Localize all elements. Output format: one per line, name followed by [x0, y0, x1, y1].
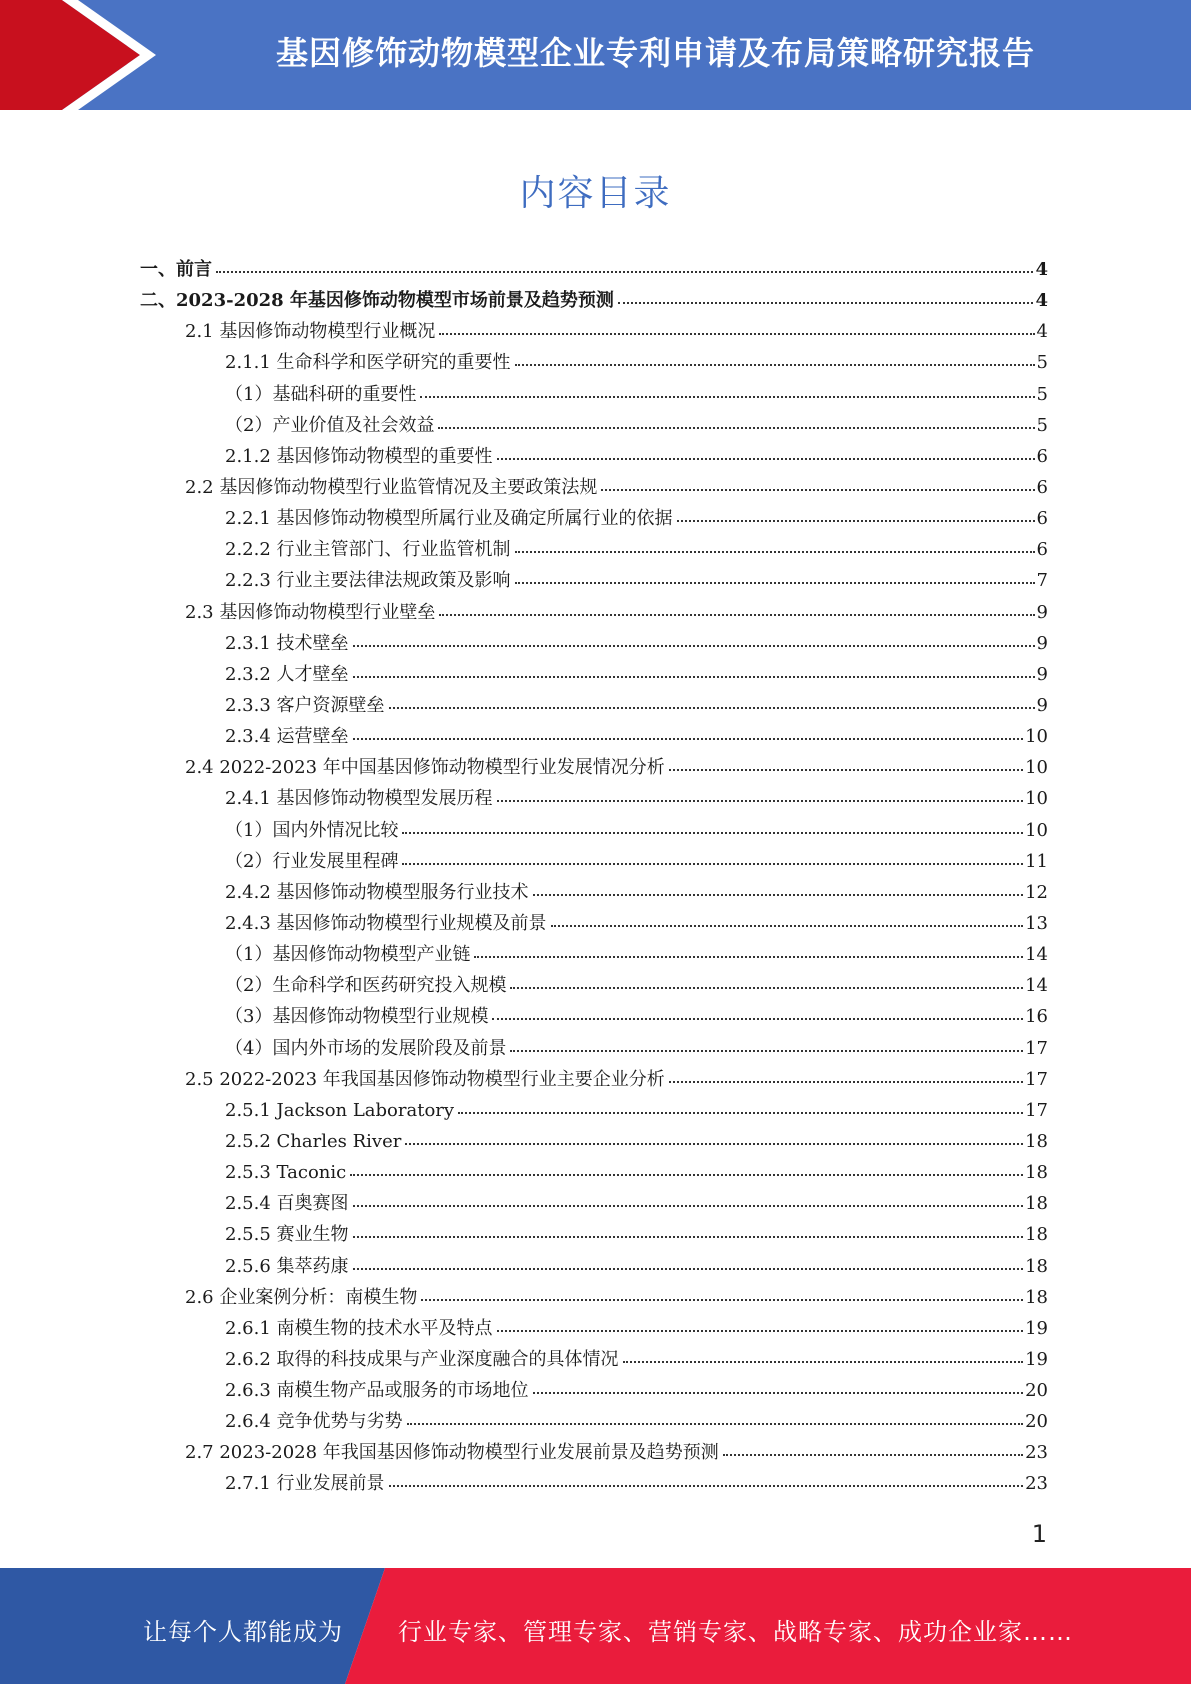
- toc-entry[interactable]: [140, 1219, 1048, 1250]
- toc-entry-label: 2.6.4 竞争优势与劣势: [225, 1411, 403, 1433]
- toc-dot-leader: [402, 830, 1023, 834]
- toc-entry[interactable]: [140, 1375, 1048, 1406]
- toc-entry-label: （2）产业价值及社会效益: [225, 414, 435, 436]
- toc-entry-label: 2.4.1 基因修饰动物模型发展历程: [225, 788, 493, 810]
- toc-dot-leader: [510, 985, 1023, 989]
- toc-entry-page: 9: [1036, 601, 1048, 623]
- toc-entry[interactable]: [140, 1001, 1048, 1032]
- toc-entry-label: 2.2 基因修饰动物模型行业监管情况及主要政策法规: [185, 476, 598, 498]
- toc-entry-page: 17: [1025, 1099, 1048, 1121]
- toc-entry-label: 2.6 企业案例分析：南模生物: [185, 1286, 418, 1308]
- toc-dot-leader: [497, 798, 1024, 802]
- toc-entry[interactable]: [140, 1313, 1048, 1344]
- toc-entry-label: （2）行业发展里程碑: [225, 850, 399, 872]
- toc-entry-label: 一、前言: [140, 259, 212, 280]
- toc-dot-leader: [458, 1110, 1023, 1114]
- toc-entry[interactable]: [140, 783, 1048, 814]
- toc-dot-leader: [439, 331, 1034, 335]
- toc-entry-page: 10: [1025, 819, 1048, 841]
- toc-entry-label: 2.2.3 行业主要法律法规政策及影响: [225, 570, 511, 592]
- toc-entry-page: 4: [1035, 290, 1048, 312]
- toc-dot-leader: [402, 861, 1023, 865]
- toc-entry-page: 18: [1025, 1162, 1048, 1184]
- toc-entry[interactable]: [140, 472, 1048, 503]
- toc-entry[interactable]: [140, 379, 1048, 410]
- toc-entry-page: 18: [1025, 1224, 1048, 1246]
- toc-entry-page: 18: [1025, 1193, 1048, 1215]
- toc-dot-leader: [389, 1483, 1024, 1487]
- toc-entry[interactable]: [140, 1157, 1048, 1188]
- footer-slogan-left: 让每个人都能成为: [143, 1618, 343, 1646]
- header-banner: [0, 0, 1191, 110]
- toc-dot-leader: [216, 269, 1033, 273]
- toc-entry-page: 18: [1025, 1130, 1048, 1152]
- toc-dot-leader: [407, 1421, 1024, 1425]
- toc-entry-page: 7: [1036, 570, 1048, 592]
- toc-dot-leader: [723, 1452, 1023, 1456]
- toc-entry[interactable]: [140, 565, 1048, 596]
- toc-entry-page: 5: [1036, 414, 1048, 436]
- toc-dot-leader: [421, 1297, 1023, 1301]
- toc-entry-label: 2.3.3 客户资源壁垒: [225, 694, 385, 716]
- toc-entry-label: 2.3.4 运营壁垒: [225, 726, 349, 748]
- toc-heading: 内容目录: [519, 173, 672, 214]
- toc-entry[interactable]: [140, 815, 1048, 846]
- toc-entry-page: 6: [1036, 476, 1048, 498]
- toc-dot-leader: [669, 1079, 1023, 1083]
- toc-entry[interactable]: [140, 441, 1048, 472]
- toc-entry-label: 2.4.2 基因修饰动物模型服务行业技术: [225, 881, 529, 903]
- toc-entry[interactable]: [140, 503, 1048, 534]
- toc-entry[interactable]: [140, 939, 1048, 970]
- toc-entry-page: 9: [1036, 694, 1048, 716]
- toc-entry-page: 6: [1036, 445, 1048, 467]
- toc-dot-leader: [515, 580, 1035, 584]
- toc-entry-label: 2.7 2023-2028 年我国基因修饰动物模型行业发展前景及趋势预测: [185, 1442, 719, 1464]
- toc-entry[interactable]: [140, 1251, 1048, 1282]
- toc-dot-leader: [510, 1048, 1023, 1052]
- toc-entry-label: 2.1.1 生命科学和医学研究的重要性: [225, 352, 511, 374]
- toc-entry-label: 2.6.1 南模生物的技术水平及特点: [225, 1317, 493, 1339]
- toc-entry-label: 2.5.5 赛业生物: [225, 1224, 349, 1246]
- toc-dot-leader: [515, 549, 1035, 553]
- toc-entry[interactable]: [140, 1468, 1048, 1499]
- toc-entry-page: 4: [1036, 321, 1048, 343]
- toc-dot-leader: [353, 643, 1035, 647]
- toc-dot-leader: [353, 1203, 1024, 1207]
- toc-entry[interactable]: [140, 347, 1048, 378]
- toc-entry[interactable]: [140, 846, 1048, 877]
- toc-entry-page: 5: [1036, 383, 1048, 405]
- toc-entry-page: 9: [1036, 632, 1048, 654]
- toc-entry[interactable]: [140, 877, 1048, 908]
- toc-entry-label: （2）生命科学和医药研究投入规模: [225, 975, 507, 997]
- toc-dot-leader: [497, 1328, 1024, 1332]
- toc-entry[interactable]: [140, 316, 1048, 347]
- toc-entry-label: 2.6.2 取得的科技成果与产业深度融合的具体情况: [225, 1348, 619, 1370]
- toc-entry-page: 19: [1025, 1317, 1048, 1339]
- toc-entry-page: 14: [1025, 944, 1048, 966]
- toc-entry-page: 4: [1035, 259, 1048, 280]
- toc-entry-label: （1）国内外情况比较: [225, 819, 399, 841]
- toc-entry-page: 16: [1025, 1006, 1048, 1028]
- toc-entry-label: 2.5.6 集萃药康: [225, 1255, 349, 1277]
- toc-entry-label: （1）基因修饰动物模型产业链: [225, 944, 471, 966]
- toc-dot-leader: [389, 705, 1035, 709]
- toc-dot-leader: [353, 736, 1024, 740]
- toc-dot-leader: [438, 425, 1034, 429]
- toc-entry-label: （1）基础科研的重要性: [225, 383, 417, 405]
- toc-dot-leader: [515, 362, 1035, 366]
- toc-entry-page: 14: [1025, 975, 1048, 997]
- toc-entry-label: 2.3 基因修饰动物模型行业壁垒: [185, 601, 436, 623]
- toc-entry-label: 2.3.2 人才壁垒: [225, 663, 349, 685]
- toc-entry[interactable]: [140, 690, 1048, 721]
- toc-dot-leader: [474, 954, 1023, 958]
- toc-entry[interactable]: [140, 410, 1048, 441]
- toc-entry-page: 10: [1025, 788, 1048, 810]
- toc-dot-leader: [669, 767, 1023, 771]
- toc-entry[interactable]: [140, 1344, 1048, 1375]
- toc-dot-leader: [353, 1234, 1024, 1238]
- toc-entry-label: 2.7.1 行业发展前景: [225, 1473, 385, 1495]
- toc-entry[interactable]: [140, 721, 1048, 752]
- toc-entry-page: 9: [1036, 663, 1048, 685]
- toc-entry-label: （4）国内外市场的发展阶段及前景: [225, 1037, 507, 1059]
- toc-dot-leader: [405, 1141, 1023, 1145]
- toc-dot-leader: [497, 456, 1035, 460]
- toc-entry[interactable]: [140, 1064, 1048, 1095]
- toc-entry-label: 2.5.3 Taconic: [225, 1162, 347, 1184]
- toc-entry-label: 2.2.1 基因修饰动物模型所属行业及确定所属行业的依据: [225, 508, 673, 530]
- toc-dot-leader: [601, 487, 1034, 491]
- toc-entry-page: 11: [1025, 850, 1048, 872]
- toc-dot-leader: [533, 892, 1024, 896]
- toc-entry-page: 12: [1025, 881, 1048, 903]
- toc-dot-leader: [353, 674, 1035, 678]
- toc-dot-leader: [618, 300, 1034, 304]
- toc-entry[interactable]: [140, 1437, 1048, 1468]
- chevron-arrow-icon: [0, 0, 160, 110]
- toc-entry-page: 5: [1036, 352, 1048, 374]
- toc-entry-page: 23: [1025, 1442, 1048, 1464]
- toc-entry[interactable]: [140, 1033, 1048, 1064]
- toc-entry[interactable]: [140, 1126, 1048, 1157]
- toc-entry[interactable]: [140, 1188, 1048, 1219]
- toc-entry-label: 二、2023-2028 年基因修饰动物模型市场前景及趋势预测: [140, 290, 614, 312]
- toc-dot-leader: [353, 1266, 1024, 1270]
- toc-entry[interactable]: [140, 1282, 1048, 1313]
- toc-entry-label: 2.1.2 基因修饰动物模型的重要性: [225, 445, 493, 467]
- toc-dot-leader: [492, 1016, 1023, 1020]
- toc-entry[interactable]: [140, 752, 1048, 783]
- toc-entry-page: 17: [1025, 1068, 1048, 1090]
- toc-entry-label: 2.4.3 基因修饰动物模型行业规模及前景: [225, 912, 547, 934]
- toc-entry-label: 2.3.1 技术壁垒: [225, 632, 349, 654]
- toc-entry-label: 2.5.1 Jackson Laboratory: [225, 1099, 455, 1121]
- toc-dot-leader: [677, 518, 1035, 522]
- toc-entry-page: 13: [1025, 912, 1048, 934]
- toc-entry[interactable]: [140, 1095, 1048, 1126]
- footer-slogan-right: 行业专家、管理专家、营销专家、战略专家、成功企业家……: [398, 1618, 1073, 1646]
- toc-entry-page: 20: [1025, 1411, 1048, 1433]
- toc-entry-page: 6: [1036, 508, 1048, 530]
- toc-entry-page: 23: [1025, 1473, 1048, 1495]
- toc-entry-label: 2.2.2 行业主管部门、行业监管机制: [225, 539, 511, 561]
- toc-entry[interactable]: [140, 970, 1048, 1001]
- toc-entry-page: 10: [1025, 726, 1048, 748]
- toc-entry-page: 18: [1025, 1286, 1048, 1308]
- toc-entry[interactable]: [140, 659, 1048, 690]
- toc-entry[interactable]: [140, 534, 1048, 565]
- toc-entry-page: 10: [1025, 757, 1048, 779]
- page-number: 1: [1031, 1520, 1047, 1548]
- toc-dot-leader: [420, 394, 1034, 398]
- toc-dot-leader: [350, 1172, 1023, 1176]
- toc-entry[interactable]: [140, 254, 1048, 285]
- toc-entry-label: 2.5.4 百奥赛图: [225, 1193, 349, 1215]
- toc-entry-label: 2.4 2022-2023 年中国基因修饰动物模型行业发展情况分析: [185, 757, 665, 779]
- toc-entry[interactable]: [140, 908, 1048, 939]
- toc-entry-page: 6: [1036, 539, 1048, 561]
- toc-entry[interactable]: [140, 1406, 1048, 1437]
- toc-dot-leader: [533, 1390, 1024, 1394]
- report-title: 基因修饰动物模型企业专利申请及布局策略研究报告: [275, 34, 1035, 72]
- toc-entry-page: 20: [1025, 1380, 1048, 1402]
- toc-entry-page: 18: [1025, 1255, 1048, 1277]
- toc-dot-leader: [551, 923, 1024, 927]
- footer-banner: [0, 1568, 1191, 1684]
- toc-entry-page: 19: [1025, 1348, 1048, 1370]
- toc-entry-label: 2.5 2022-2023 年我国基因修饰动物模型行业主要企业分析: [185, 1068, 665, 1090]
- toc-entry-label: （3）基因修饰动物模型行业规模: [225, 1006, 489, 1028]
- toc-dot-leader: [439, 612, 1034, 616]
- toc-entry-page: 17: [1025, 1037, 1048, 1059]
- toc-entry-label: 2.6.3 南模生物产品或服务的市场地位: [225, 1380, 529, 1402]
- toc-entry[interactable]: [140, 285, 1048, 316]
- toc-entry[interactable]: [140, 628, 1048, 659]
- toc-dot-leader: [623, 1359, 1024, 1363]
- table-of-contents: [140, 254, 1048, 1500]
- toc-entry-label: 2.1 基因修饰动物模型行业概况: [185, 321, 436, 343]
- toc-entry-label: 2.5.2 Charles River: [225, 1130, 402, 1152]
- toc-entry[interactable]: [140, 597, 1048, 628]
